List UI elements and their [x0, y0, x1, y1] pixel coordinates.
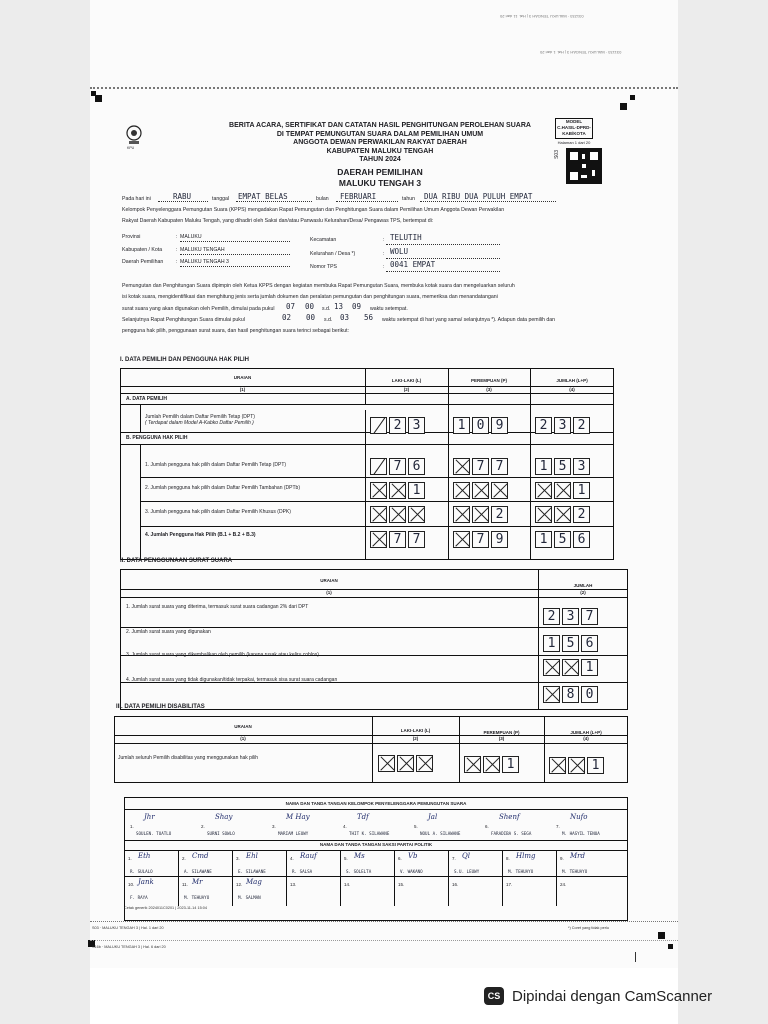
- saksi-name: M. TEHUAYO: [184, 895, 210, 900]
- disabilitas-label: Jumlah seluruh Pemilih disabilitas yang menggunakan hak pilih: [118, 755, 259, 761]
- kpps-name: NOUL A. SILAWANE: [420, 831, 461, 836]
- section-1-b-label: B. PENGGUNA HAK PILIH: [126, 435, 188, 441]
- dpt-perempuan-digits: 1 0 9: [453, 417, 508, 434]
- saksi-divider: [232, 850, 233, 906]
- b2-perempuan-digits: [453, 482, 508, 499]
- ss-unused-label: 4. Jumlah surat suara yang tidak digunakan/tidak terpakai, termasuk sisa surat suara cadangan: [126, 677, 338, 683]
- kpps-number: 2.: [201, 824, 205, 829]
- b4-label: 4. Jumlah Pengguna Hak Pilih (B.1 + B.2 + B.3): [145, 532, 256, 538]
- saksi-signature: Vb: [408, 852, 418, 860]
- saksi-number: 7.: [452, 856, 456, 861]
- saksi-signature: Jank: [138, 878, 154, 886]
- logo-label: KPU: [127, 146, 135, 150]
- saksi-number: 2.: [182, 856, 186, 861]
- ss-unused-digits: 8 0: [543, 686, 598, 703]
- saksi-number: 12.: [236, 882, 243, 887]
- scan-background-right: [678, 0, 768, 1024]
- registration-mark: [620, 103, 627, 110]
- kpps-signature: Tdf: [357, 813, 369, 821]
- b4-laki-digits: 7 7: [370, 531, 425, 548]
- procedure-line4: Selanjutnya Rapat Penghitungan Suara dimulai pukul: [122, 317, 245, 323]
- count-start-minute: 00: [306, 313, 316, 322]
- b1-label: 1. Jumlah pengguna hak pilih dalam Daftar Pemilih Tetap (DPT): [145, 462, 287, 468]
- document-title: BERITA ACARA, SERTIFIKAT DAN CATATAN HASIL PENGHITUNGAN PEROLEHAN SUARA DI TEMPAT PEMUNGUTAN SUARA DALAM PEMILIHAN UMUM ANGGOTA DEWAN PERWAKILAN RAKYAT DAERAH KABUPATEN MALUKU TENGAH TAHUN 2024 DAERAH PEMILIHAN MALUKU TENGAH 3: [229, 122, 531, 188]
- section-1-a-label: A. DATA PEMILIH: [126, 396, 168, 402]
- saksi-name: R. SULALO: [130, 869, 153, 874]
- saksi-number: 14.: [344, 882, 351, 887]
- model-badge: MODEL C.HASIL-DPRD- KAB/KOTA: [555, 118, 593, 139]
- intro-paragraph-line1: Kelompok Penyelenggara Pemungutan Suara (KPPS) mengadakan Rapat Pemungutan dan Penghitungan Suara dalam Pemilihan Umum Anggota Dewan Perwakilan: [122, 207, 505, 213]
- kpps-signature: Jhr: [144, 813, 155, 821]
- saksi-signature-title: NAMA DAN TANDA TANGAN SAKSI PARTAI POLITIK: [319, 842, 433, 847]
- ss-received-label: 1. Jumlah surat suara yang diterima, termasuk surat suara cadangan 2% dari DPT: [126, 604, 309, 610]
- qr-code-icon: [566, 148, 602, 184]
- kpps-name: SOULEN. TUATLO: [136, 831, 172, 836]
- bulan-label: bulan: [316, 196, 329, 202]
- saksi-divider: [286, 850, 287, 906]
- saksi-number: 3.: [236, 856, 240, 861]
- dpt-jumlah-digits: 2 3 2: [535, 417, 590, 434]
- hari-value: RABU: [173, 192, 192, 201]
- saksi-signature: Eth: [138, 852, 151, 860]
- kpps-signature: Shenf: [499, 813, 520, 821]
- ss-received-digits: 2 3 7: [543, 608, 598, 625]
- form-code: S03: [554, 150, 560, 159]
- saksi-name: R. SALSA: [292, 869, 313, 874]
- kpps-name: MARIAM LEUWY: [278, 831, 309, 836]
- kabupaten-label: Kabupaten / Kota: [122, 247, 163, 253]
- saksi-name: A. SILAWANE: [184, 869, 212, 874]
- page-fold-line: [90, 87, 678, 89]
- disabilitas-jumlah-digits: 1: [549, 757, 604, 774]
- saksi-signature: Ms: [354, 852, 365, 860]
- start-minute: 00: [305, 302, 315, 311]
- registration-mark: [95, 95, 102, 102]
- tanggal-label: tanggal: [212, 196, 230, 202]
- saksi-number: 17.: [506, 882, 513, 887]
- dpt-label: Jumlah Pemilih dalam Daftar Pemilih Tetap (DPT): [145, 414, 255, 420]
- kpps-signature: Jal: [428, 813, 438, 821]
- ss-returned-digits: 1: [543, 659, 598, 676]
- kpu-logo-icon: [124, 124, 144, 146]
- print-stamp: Cetak generik 2024011C0201 | 2023-11-14 15:04: [124, 906, 207, 910]
- registration-mark: [91, 91, 96, 96]
- daerah-value: MALUKU TENGAH 3: [180, 259, 229, 265]
- registration-mark: [668, 944, 673, 949]
- registration-mark: [630, 95, 635, 100]
- b3-label: 3. Jumlah pengguna hak pilih dalam Daftar Pemilih Khusus (DPK): [145, 509, 291, 515]
- saksi-number: 10.: [128, 882, 135, 887]
- disabilitas-laki-digits: [378, 755, 433, 772]
- camscanner-text: Dipindai dengan CamScanner: [512, 987, 713, 1005]
- saksi-name: S. SOLELTA: [346, 869, 372, 874]
- b3-laki-digits: [370, 506, 425, 523]
- camscanner-logo-icon: CS: [484, 987, 504, 1005]
- procedure-line1: Pemungutan dan Penghitungan Suara dipimpin oleh Ketua KPPS dengan kegiatan membuka Rapat Pemungutan Suara, membuka kotak suara dan mengeluarkan seluruh: [122, 283, 515, 289]
- kpps-number: 5.: [414, 824, 418, 829]
- saksi-number: 4.: [290, 856, 294, 861]
- disabilitas-perempuan-digits: 1: [464, 756, 519, 773]
- footer-page-ref-2: S16b · MALUKU TENGAH 3 | Hal. 6 dari 20: [92, 945, 166, 949]
- count-end-hour: 03: [340, 313, 350, 322]
- saksi-divider: [448, 850, 449, 906]
- saksi-number: 1.: [128, 856, 132, 861]
- footnote: *) Coret yang tidak perlu: [568, 926, 609, 930]
- procedure-line3: surat suara yang akan digunakan oleh Pemilih, dimulai pada pukul: [122, 306, 275, 312]
- bleed-text-top-2: 031133 · MALUKU TENGAH 3 | Hal. 1 dari 20: [540, 50, 622, 55]
- kpps-name: M. HASYIL TENUA: [562, 831, 600, 836]
- saksi-name: M. TEHUAYO: [562, 869, 588, 874]
- section-1-title: I. DATA PEMILIH DAN PENGGUNA HAK PILIH: [120, 357, 249, 363]
- kpps-number: 4.: [343, 824, 347, 829]
- kpps-signature-title: NAMA DAN TANDA TANGAN KELOMPOK PENYELENGGARA PEMUNGUTAN SUARA: [285, 801, 467, 806]
- saksi-number: 24.: [560, 882, 567, 887]
- dpt-note: ( Terdapat dalam Model A-Kabko Daftar Pemilih ): [145, 420, 254, 426]
- camscanner-watermark: [484, 987, 712, 1005]
- saksi-name: F. RAYA: [130, 895, 148, 900]
- saksi-name: S.U. LEUWY: [454, 869, 480, 874]
- section-3-title: III. DATA PEMILIH DISABILITAS: [116, 704, 205, 710]
- saksi-divider: [556, 850, 557, 906]
- saksi-name: V. WAKANO: [400, 869, 423, 874]
- saksi-name: E. SILAWANE: [238, 869, 266, 874]
- kpps-signature: Nufo: [570, 813, 588, 821]
- saksi-number: 8.: [506, 856, 510, 861]
- procedure-line5: pengguna hak pilih, penggunaan surat suara, dan hasil penghitungan suara terinci sebagai berikut:: [122, 328, 349, 334]
- kecamatan-label: Kecamatan: [310, 237, 337, 243]
- kpps-signature: M Hay: [286, 813, 310, 821]
- saksi-number: 13.: [290, 882, 297, 887]
- saksi-signature: Hlmg: [516, 852, 536, 860]
- saksi-number: 16.: [452, 882, 459, 887]
- count-end-minute: 56: [364, 313, 374, 322]
- saksi-signature: Mr: [192, 878, 203, 886]
- b4-perempuan-digits: 7 9: [453, 531, 508, 548]
- saksi-signature: Ehl: [246, 852, 258, 860]
- saksi-name: M. SALMAN: [238, 895, 261, 900]
- saksi-divider: [340, 850, 341, 906]
- ss-used-digits: 1 5 6: [543, 635, 598, 652]
- provinsi-label: Provinsi: [122, 234, 141, 240]
- tps-value: 0041 EMPAT: [390, 260, 436, 269]
- kpps-number: 6.: [485, 824, 489, 829]
- end-hour: 13: [334, 302, 344, 311]
- daerah-label: Daerah Pemilihan: [122, 259, 164, 265]
- end-minute: 09: [352, 302, 362, 311]
- b3-jumlah-digits: 2: [535, 506, 590, 523]
- tps-label: Nomor TPS: [310, 264, 338, 270]
- saksi-number: 9.: [560, 856, 564, 861]
- footer-page-ref: S03 · MALUKU TENGAH 3 | Hal. 1 dari 20: [92, 926, 164, 930]
- bleed-text-top: 031233 · MALUKU TENGAH 3 | Hal. 11 dari 20: [500, 14, 584, 19]
- saksi-number: 5.: [344, 856, 348, 861]
- start-hour: 07: [286, 302, 296, 311]
- kpps-name: THIT K. SILAWANE: [349, 831, 390, 836]
- b1-perempuan-digits: 7 7: [453, 458, 508, 475]
- kelurahan-label: Kelurahan / Desa *): [310, 251, 356, 257]
- saksi-name: M. TEHUAYO: [508, 869, 534, 874]
- b1-laki-digits: 7 6: [370, 458, 425, 475]
- kecamatan-value: TELUTIH: [390, 233, 422, 242]
- b2-laki-digits: 1: [370, 482, 425, 499]
- saksi-divider: [502, 850, 503, 906]
- kelurahan-value: WOLU: [390, 247, 409, 256]
- b2-jumlah-digits: 1: [535, 482, 590, 499]
- kpps-signature: Shay: [215, 813, 233, 821]
- intro-pada-hari: Pada hari ini: [122, 196, 151, 202]
- kpps-name: SURNI SOWLO: [207, 831, 235, 836]
- tanggal-value: EMPAT BELAS: [238, 192, 288, 201]
- kpps-number: 3.: [272, 824, 276, 829]
- saksi-signature: Mag: [246, 878, 262, 886]
- b3-perempuan-digits: 2: [453, 506, 508, 523]
- b1-jumlah-digits: 1 5 3: [535, 458, 590, 475]
- saksi-number: 15.: [398, 882, 405, 887]
- saksi-divider: [178, 850, 179, 906]
- saksi-signature: Ql: [462, 852, 470, 860]
- provinsi-value: MALUKU: [180, 234, 202, 240]
- count-start-hour: 02: [282, 313, 292, 322]
- pen-mark: [635, 952, 636, 962]
- b2-label: 2. Jumlah pengguna hak pilih dalam Daftar Pemilih Tambahan (DPTb): [145, 485, 300, 491]
- saksi-signature: Mrd: [570, 852, 585, 860]
- scan-background-left: [0, 0, 90, 1024]
- section-2-title: II. DATA PENGGUNAAN SURAT SUARA: [120, 558, 233, 564]
- saksi-number: 6.: [398, 856, 402, 861]
- tahun-value: DUA RIBU DUA PULUH EMPAT: [424, 192, 533, 201]
- dpt-laki-digits: 2 3: [370, 417, 425, 434]
- b4-jumlah-digits: 1 5 6: [535, 531, 590, 548]
- registration-mark: [658, 932, 665, 939]
- saksi-number: 11.: [182, 882, 188, 887]
- procedure-line2: isi kotak suara, mengidentifikasi dan menghitung jenis serta jumlah dokumen dan peralatan pemungutan dan penghitungan suara, memeriksa dan menandatangani: [122, 294, 498, 300]
- kpps-name: FARADIBA S. SEGA: [491, 831, 532, 836]
- kpps-number: 1.: [130, 824, 134, 829]
- tahun-label: tahun: [402, 196, 415, 202]
- kabupaten-value: MALUKU TENGAH: [180, 247, 225, 253]
- saksi-signature: Cmd: [192, 852, 209, 860]
- page-number: Halaman 1 dari 20: [557, 140, 591, 145]
- intro-paragraph-line2: Rakyat Daerah Kabupaten Maluku Tengah, yang dihadiri oleh Saksi dan/atau Panwaslu Kelurahan/Desa/ Pengawas TPS, bertempat di:: [122, 218, 434, 224]
- kpps-number: 7.: [556, 824, 560, 829]
- saksi-signature: Rauf: [300, 852, 317, 860]
- ss-used-label: 2. Jumlah surat suara yang digunakan: [126, 629, 211, 635]
- ss-returned-label: 3. Jumlah surat suara yang dikembalikan oleh pemilih (karena rusak atau keliru coblos): [126, 652, 319, 658]
- bulan-value: FEBRUARI: [340, 192, 377, 201]
- saksi-divider: [394, 850, 395, 906]
